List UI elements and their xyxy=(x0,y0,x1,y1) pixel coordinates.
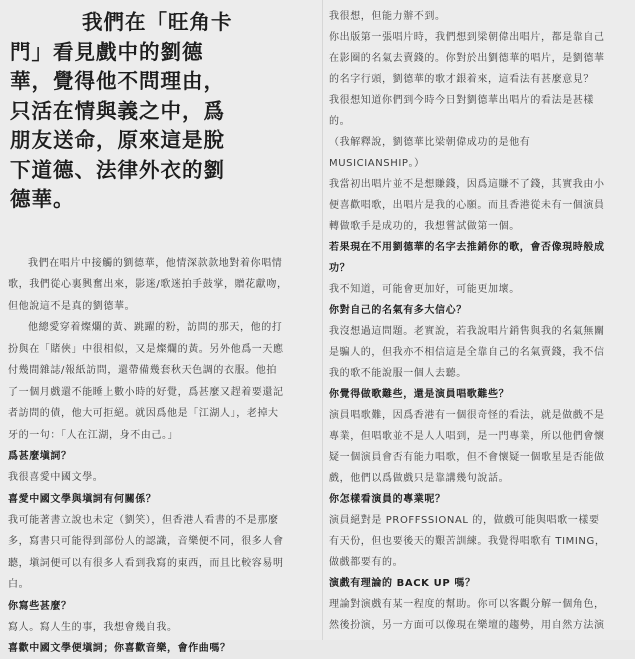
text-line: 轉做歌手是成功的，我想嘗試做第一個。 xyxy=(329,216,629,237)
pull-quote-line: 下道德、法律外衣的劉 xyxy=(10,156,310,186)
text-line: 你出版第一張唱片時，我們想到梁朝偉出唱片，都是靠自己 xyxy=(329,27,629,48)
text-line: 白。 xyxy=(8,574,310,596)
interview-question: 你怎樣看演員的專業呢？ xyxy=(329,489,629,510)
text-line: 是騙人的，但我亦不相信這是全靠自己的名氣賣錢，我不信 xyxy=(329,342,629,363)
text-line: 寫人。寫人生的事，我想會幾自我。 xyxy=(8,617,310,639)
text-line: 做戲都要有的。 xyxy=(329,552,629,573)
left-body-copy xyxy=(8,253,310,659)
interview-question: 喜歡中國文學便塡詞；你喜歡音樂，會作曲嗎？ xyxy=(8,638,310,659)
text-line: 演員絕對是 PROFFSSIONAL 的，做戲可能與唱歌一樣要 xyxy=(329,510,629,531)
text-line: 付幾間雜誌/報紙訪問，還帶備幾套秋天色調的衣服。他拍 xyxy=(8,360,310,382)
text-line: 便喜歡唱歌，出唱片是我的心願。而且香港從未有一個演員 xyxy=(329,195,629,216)
text-line: 戲，他們以爲做戲只是靠講幾句說話。 xyxy=(329,468,629,489)
text-line: 我沒想過這問題。老實說，若我說唱片銷售與我的名氣無關 xyxy=(329,321,629,342)
text-line: 我可能著書立說也未定（劉笑），但香港人看書的不是那麼 xyxy=(8,510,310,532)
text-line: 我很喜愛中國文學。 xyxy=(8,467,310,489)
interview-question: 喜愛中國文學與塡詞有何關係？ xyxy=(8,489,310,510)
interview-question: 演戲有理論的 BACK UP 嗎？ xyxy=(329,573,629,594)
right-column xyxy=(322,0,635,640)
interview-answer xyxy=(329,321,629,384)
text-line: 但他說這不是真的劉德華。 xyxy=(8,296,310,318)
text-line: 多，寫書只可能得到部份人的認識，音樂便不同，很多人會 xyxy=(8,531,310,553)
text-line: MUSICIANSHIP。） xyxy=(329,153,629,174)
interview-question: 你覺得做歌難些，還是演員唱歌難些？ xyxy=(329,384,629,405)
pull-quote xyxy=(10,8,310,215)
paragraph xyxy=(8,317,310,446)
text-line: 專業，但唱歌並不是人人唱到，是一門專業，所以他們會懷 xyxy=(329,426,629,447)
text-line: 我不知道，可能會更加好，可能更加壞。 xyxy=(329,279,629,300)
text-line: 我的歌不能說服一個人去聽。 xyxy=(329,363,629,384)
interview-answer xyxy=(329,510,629,573)
pull-quote-line: 華，覺得他不問理由， xyxy=(10,67,310,97)
text-line: 我當初出唱片並不是想賺錢，因爲這賺不了錢，其實我由小 xyxy=(329,174,629,195)
left-column xyxy=(0,0,318,640)
pull-quote-line: 只活在情與義之中，爲 xyxy=(10,97,310,127)
interview-question: 若果現在不用劉德華的名字去推銷你的歌，會否像現時般成 xyxy=(329,237,629,258)
text-line: 歌，我們從心裏興奮出來，影迷/歌迷拍手鼓掌，贈花獻吻， xyxy=(8,274,310,296)
intro-paragraph xyxy=(8,253,310,318)
text-line: 我很想知道你們到今時今日對劉德華出唱片的看法是甚樣 xyxy=(329,90,629,111)
interview-answer xyxy=(329,174,629,237)
interview-answer xyxy=(329,279,629,300)
interview-answer xyxy=(329,405,629,489)
interview-answer xyxy=(8,617,310,639)
text-line: 牙的一句：「人在江湖，身不由己。」 xyxy=(8,425,310,447)
text-line: 的名字行頭，劉德華的歌才銀着來，這看法有甚麼意見？ xyxy=(329,69,629,90)
interview-answer xyxy=(329,6,629,27)
text-line: 在影圈的名氣去賣錢的。你對於出劉德華的唱片，是劉德華 xyxy=(329,48,629,69)
pull-quote-line: 朋友送命，原來這是脫 xyxy=(10,126,310,156)
text-line: 聽，塡詞便可以有很多人看到我寫的東西，而且比較容易明 xyxy=(8,553,310,575)
text-line: （我解釋說，劉德華比梁朝偉成功的是他有 xyxy=(329,132,629,153)
text-line: 然後扮演，另一方面可以像現在樂壇的趨勢，用自然方法演 xyxy=(329,615,629,636)
pull-quote-line: 門」看見戲中的劉德 xyxy=(10,38,310,68)
text-line: 理論對演戲有某一程度的幫助。你可以客觀分解一個角色， xyxy=(329,594,629,615)
text-line: 他總愛穿着燦爛的黃、跳躍的粉，訪問的那天，他的打 xyxy=(28,317,310,339)
text-line: 的。 xyxy=(329,111,629,132)
text-line: 疑一個演員會否有能力唱歌，但不會懷疑一個歌星是否能做 xyxy=(329,447,629,468)
interview-answer xyxy=(329,90,629,132)
interview-answer xyxy=(8,510,310,596)
interview-answer xyxy=(8,467,310,489)
text-line: 演員唱歌難，因爲香港有一個很奇怪的看法，就是做戲不是 xyxy=(329,405,629,426)
interview-question: 你對自己的名氣有多大信心？ xyxy=(329,300,629,321)
interview-question: 爲甚麼塡詞？ xyxy=(8,446,310,467)
interviewer-aside xyxy=(329,132,629,174)
text-line: 了一個月戲還不能睡上數小時的好覺，爲甚麼又趕着要還記 xyxy=(8,382,310,404)
pull-quote-line: 德華。 xyxy=(10,185,310,215)
interview-question: 功？ xyxy=(329,258,629,279)
interview-question-block xyxy=(329,27,629,90)
text-line: 我很想，但能力辦不到。 xyxy=(329,6,629,27)
text-line: 扮與在「賭俠」中很相似，又是燦爛的黃。另外他爲一天應 xyxy=(8,339,310,361)
text-line: 有天份，但也要後天的艱苦訓練。我覺得唱歌有 TIMING， xyxy=(329,531,629,552)
text-line: 我們在唱片中接觸的劉德華，他情深款款地對着你唱情 xyxy=(28,253,310,275)
interview-question: 你寫些甚麼？ xyxy=(8,596,310,617)
interview-answer xyxy=(329,594,629,636)
pull-quote-line: 我們在「旺角卡 xyxy=(10,8,310,38)
text-line: 者訪問的債，他大可拒絕。就因爲他是「江湖人」，老掉大 xyxy=(8,403,310,425)
